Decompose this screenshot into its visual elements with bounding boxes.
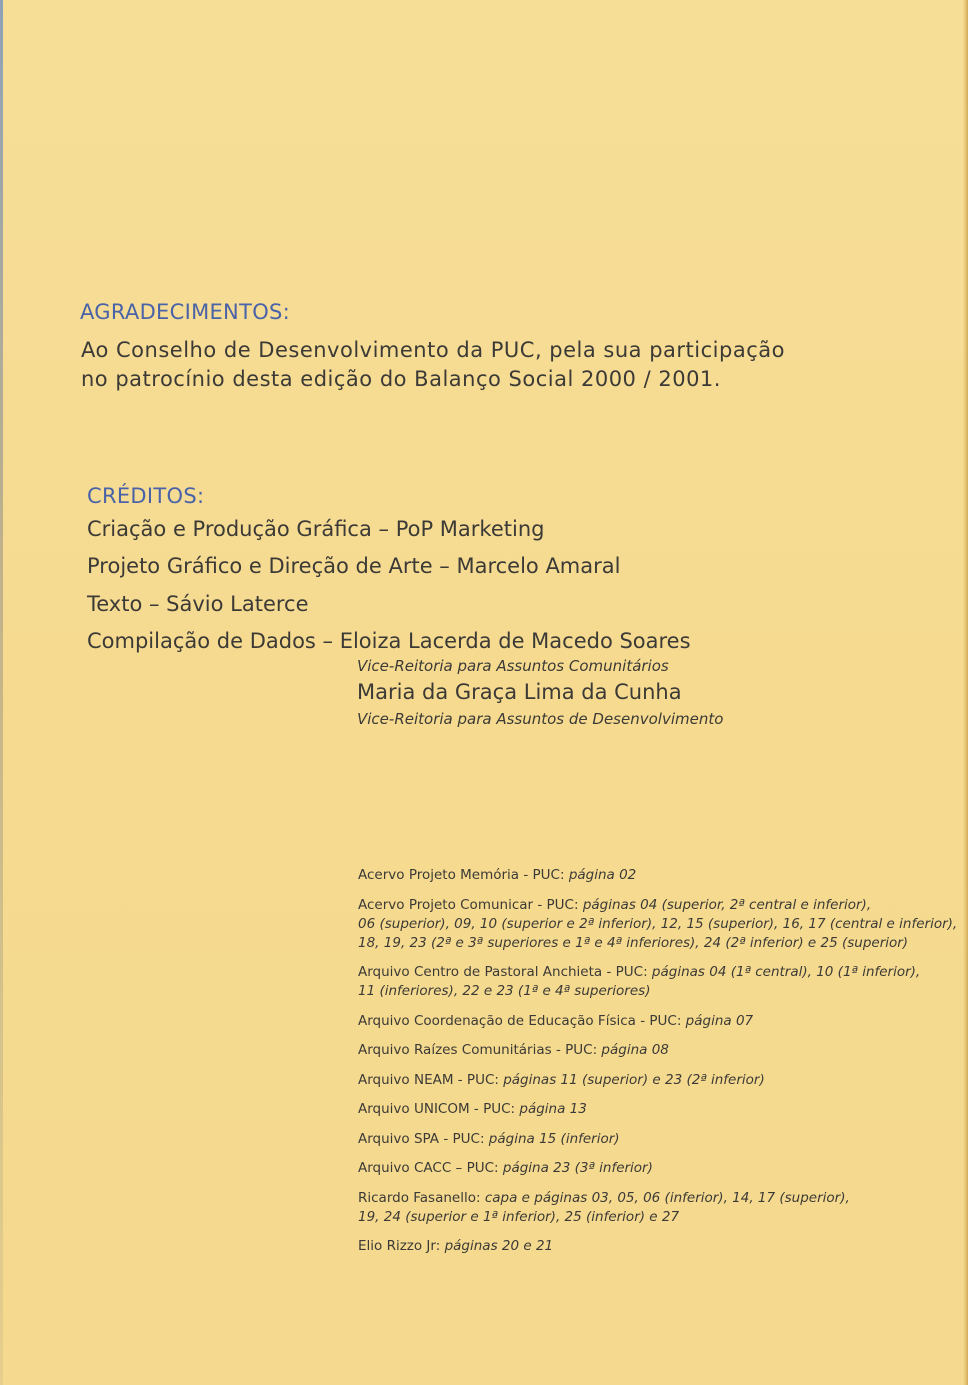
photo-credit-pages: páginas 04 (1ª central), 10 (1ª inferior), xyxy=(651,964,921,980)
photo-credit-source: Arquivo Centro de Pastoral Anchieta - PUC: xyxy=(358,964,652,980)
photo-credit-item xyxy=(358,1100,953,1119)
photo-credit-item xyxy=(358,1041,953,1060)
photo-credit-source: Acervo Projeto Comunicar - PUC: xyxy=(358,896,583,913)
photo-credit-pages: páginas 11 (superior) e 23 (2ª inferior) xyxy=(503,1071,765,1088)
photo-credit-pages: página 08 xyxy=(601,1042,669,1058)
photo-credit-source: Arquivo Raízes Comunitárias - PUC: xyxy=(358,1042,602,1058)
photo-credit-item xyxy=(358,1071,953,1090)
photo-credit-source: Ricardo Fasanello: xyxy=(358,1189,485,1206)
credit-role-1: Vice-Reitoria para Assuntos Comunitários xyxy=(357,657,669,675)
credit-person-2: Maria da Graça Lima da Cunha xyxy=(357,680,682,704)
credits-heading: CRÉDITOS: xyxy=(87,484,205,508)
acknowledgements-line-1: Ao Conselho de Desenvolvimento da PUC, pela sua participação xyxy=(81,338,785,362)
acknowledgements-text xyxy=(81,336,881,394)
photo-credit-pages: páginas 04 (superior, 2ª central e inferior), xyxy=(582,896,872,913)
photo-credit-pages-continued: 06 (superior), 09, 10 (superior e 2ª inferior), 12, 15 (superior), 16, 17 (central e inferior), xyxy=(358,915,958,932)
photo-credit-item xyxy=(358,1012,953,1031)
photo-credit-item xyxy=(358,963,953,1001)
credit-design: Projeto Gráfico e Direção de Arte – Marcelo Amaral xyxy=(87,554,621,578)
photo-credit-source: Acervo Projeto Memória - PUC: xyxy=(358,867,569,883)
photo-credit-pages: capa e páginas 03, 05, 06 (inferior), 14, 17 (superior), xyxy=(484,1189,850,1206)
photo-credit-source: Arquivo Coordenação de Educação Física - PUC: xyxy=(358,1012,686,1029)
photo-credit-pages: página 15 (inferior) xyxy=(488,1130,620,1147)
photo-credit-source: Arquivo SPA - PUC: xyxy=(358,1130,489,1147)
photo-credit-source: Arquivo NEAM - PUC: xyxy=(358,1071,504,1088)
acknowledgements-line-2: no patrocínio desta edição do Balanço Social 2000 / 2001. xyxy=(81,367,721,391)
photo-credit-pages: página 02 xyxy=(568,867,637,883)
photo-credit-source: Arquivo CACC – PUC: xyxy=(358,1160,503,1176)
photo-credit-source: Arquivo UNICOM - PUC: xyxy=(358,1101,520,1117)
photo-credit-pages-continued: 18, 19, 23 (2ª e 3ª superiores e 1ª e 4ª inferiores), 24 (2ª inferior) e 25 (superior) xyxy=(358,934,909,951)
credit-text: Texto – Sávio Laterce xyxy=(87,592,309,616)
photo-credit-item xyxy=(358,1130,953,1149)
photo-credit-item xyxy=(358,1159,953,1178)
photo-credit-pages: página 23 (3ª inferior) xyxy=(502,1160,653,1176)
photo-credit-pages: página 07 xyxy=(685,1012,754,1029)
credit-data-compilation: Compilação de Dados – Eloiza Lacerda de Macedo Soares xyxy=(87,629,691,653)
photo-credits-list xyxy=(358,866,958,1267)
credit-production: Criação e Produção Gráfica – PoP Marketing xyxy=(87,517,545,541)
acknowledgements-heading: AGRADECIMENTOS: xyxy=(80,300,291,324)
photo-credit-item xyxy=(358,896,958,953)
credit-role-2: Vice-Reitoria para Assuntos de Desenvolvimento xyxy=(357,710,724,728)
photo-credit-item xyxy=(358,866,953,885)
page-left-edge xyxy=(0,0,3,1385)
photo-credit-source: Elio Rizzo Jr: xyxy=(358,1238,445,1254)
photo-credit-item xyxy=(358,1189,953,1227)
photo-credit-pages: páginas 20 e 21 xyxy=(444,1238,554,1254)
photo-credit-item xyxy=(358,1237,953,1256)
photo-credit-pages-continued: 11 (inferiores), 22 e 23 (1ª e 4ª superiores) xyxy=(358,983,651,999)
page-right-edge xyxy=(963,0,968,1385)
photo-credit-pages-continued: 19, 24 (superior e 1ª inferior), 25 (inferior) e 27 xyxy=(358,1208,680,1225)
photo-credit-pages: página 13 xyxy=(519,1101,587,1117)
